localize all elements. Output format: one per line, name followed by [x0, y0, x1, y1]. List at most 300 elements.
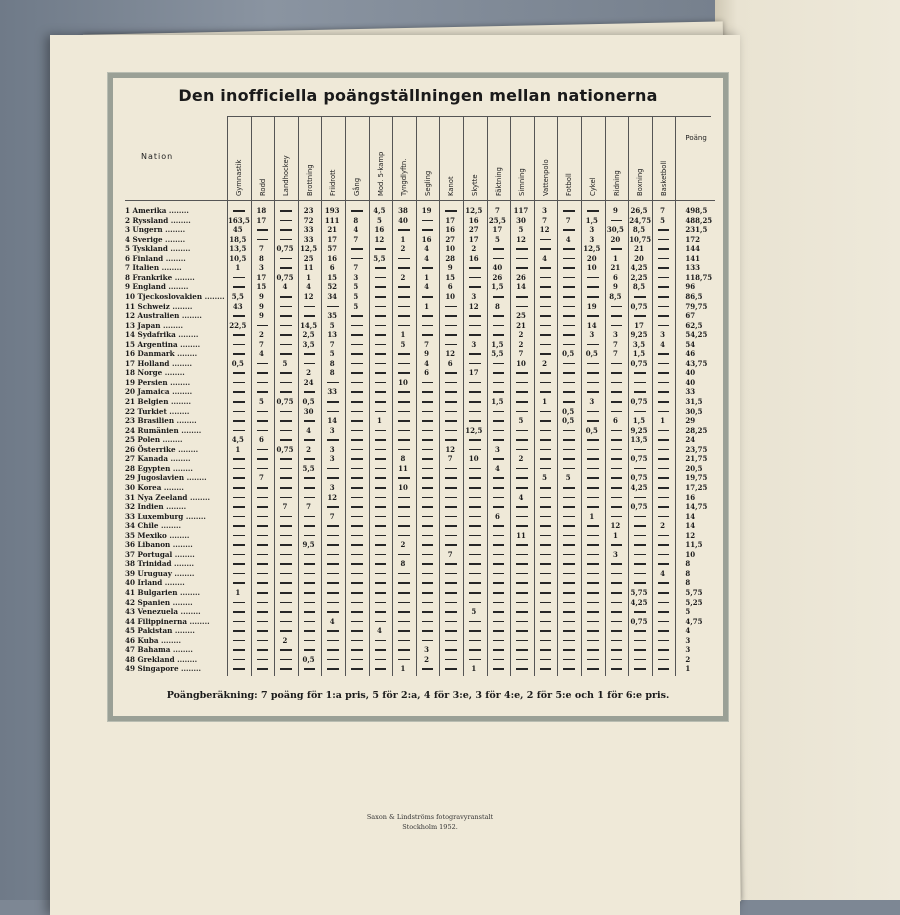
- empty-cell: [351, 468, 363, 470]
- empty-cell: [611, 401, 623, 403]
- empty-cell: [469, 315, 481, 317]
- empty-cell: [422, 554, 434, 556]
- empty-cell: [422, 544, 434, 546]
- column-rule: [675, 116, 676, 676]
- empty-cell: [469, 439, 481, 441]
- empty-cell: [375, 344, 387, 346]
- score-cell: 7: [542, 215, 548, 225]
- empty-cell: [422, 325, 434, 327]
- score-cell: 1: [424, 301, 430, 311]
- empty-cell: [493, 535, 505, 537]
- score-cell: 9: [258, 301, 264, 311]
- empty-cell: [658, 516, 670, 518]
- empty-cell: [445, 439, 457, 441]
- total-cell: 11,5: [685, 540, 703, 550]
- empty-cell: [563, 430, 575, 432]
- score-cell: 4,5: [231, 435, 244, 445]
- score-cell: 12,5: [583, 244, 601, 254]
- empty-cell: [469, 544, 481, 546]
- empty-cell: [280, 239, 292, 241]
- empty-cell: [493, 592, 505, 594]
- empty-cell: [422, 391, 434, 393]
- empty-cell: [563, 306, 575, 308]
- empty-cell: [375, 649, 387, 651]
- score-cell: 1: [400, 330, 406, 340]
- score-cell: 7: [660, 206, 666, 215]
- header-bottom-rule: [125, 200, 715, 201]
- empty-cell: [563, 592, 575, 594]
- sport-header: Friidrott: [329, 169, 338, 196]
- score-cell: 20: [634, 253, 644, 263]
- empty-cell: [233, 659, 245, 661]
- score-cell: 2,25: [630, 272, 648, 282]
- empty-cell: [587, 420, 599, 422]
- empty-cell: [516, 573, 528, 575]
- score-cell: 16: [327, 253, 338, 263]
- empty-cell: [422, 525, 434, 527]
- nation-name: 9 England ........: [125, 282, 189, 292]
- nation-name: 31 Nya Zeeland ........: [125, 492, 210, 502]
- empty-cell: [563, 497, 575, 499]
- score-cell: 4: [518, 492, 524, 502]
- empty-cell: [516, 554, 528, 556]
- empty-cell: [563, 544, 575, 546]
- score-cell: 30,5: [606, 225, 624, 235]
- score-cell: 7: [518, 349, 524, 359]
- score-cell: 4: [376, 626, 382, 636]
- empty-cell: [445, 477, 457, 479]
- empty-cell: [563, 487, 575, 489]
- empty-cell: [469, 391, 481, 393]
- empty-cell: [351, 325, 363, 327]
- empty-cell: [304, 315, 316, 317]
- score-cell: 22,5: [229, 320, 247, 330]
- score-cell: 8: [494, 301, 500, 311]
- empty-cell: [445, 344, 457, 346]
- score-cell: 2: [518, 330, 524, 340]
- empty-cell: [634, 449, 646, 451]
- empty-cell: [634, 315, 646, 317]
- empty-cell: [563, 229, 575, 231]
- empty-cell: [445, 411, 457, 413]
- empty-cell: [233, 277, 245, 279]
- empty-cell: [563, 563, 575, 565]
- score-cell: 1,5: [632, 416, 646, 426]
- score-cell: 14: [327, 416, 338, 426]
- nation-name: 13 Japan ........: [125, 320, 183, 330]
- score-cell: 1,5: [491, 397, 504, 406]
- empty-cell: [351, 544, 363, 546]
- empty-cell: [351, 525, 363, 527]
- empty-cell: [493, 363, 505, 365]
- empty-cell: [398, 582, 410, 584]
- score-cell: 5: [565, 473, 571, 483]
- empty-cell: [233, 487, 245, 489]
- score-cell: 15: [445, 272, 456, 282]
- score-cell: 4: [258, 349, 264, 359]
- score-cell: 0,75: [630, 616, 648, 626]
- empty-cell: [351, 315, 363, 317]
- score-cell: 20: [610, 234, 621, 244]
- empty-cell: [563, 668, 575, 670]
- empty-cell: [257, 659, 269, 661]
- empty-cell: [327, 582, 339, 584]
- empty-cell: [445, 544, 457, 546]
- empty-cell: [445, 611, 457, 613]
- empty-cell: [375, 563, 387, 565]
- empty-cell: [445, 487, 457, 489]
- empty-cell: [327, 592, 339, 594]
- empty-cell: [375, 554, 387, 556]
- score-cell: 25: [303, 253, 314, 263]
- empty-cell: [233, 535, 245, 537]
- empty-cell: [634, 649, 646, 651]
- empty-cell: [445, 516, 457, 518]
- empty-cell: [563, 277, 575, 279]
- empty-cell: [280, 668, 292, 670]
- score-cell: 3,5: [302, 339, 315, 349]
- empty-cell: [422, 487, 434, 489]
- empty-cell: [658, 296, 670, 298]
- score-cell: 1: [424, 272, 430, 282]
- empty-cell: [398, 439, 410, 441]
- empty-cell: [422, 334, 434, 336]
- empty-cell: [493, 621, 505, 623]
- empty-cell: [516, 382, 528, 384]
- column-rule: [392, 116, 393, 676]
- score-cell: 4: [542, 253, 548, 263]
- empty-cell: [375, 477, 387, 479]
- empty-cell: [563, 525, 575, 527]
- empty-cell: [327, 649, 339, 651]
- empty-cell: [257, 573, 269, 575]
- nation-name: 29 Jugoslavien ........: [125, 473, 207, 483]
- empty-cell: [634, 582, 646, 584]
- empty-cell: [611, 325, 623, 327]
- total-cell: 21,75: [685, 454, 708, 464]
- empty-cell: [634, 668, 646, 670]
- sport-header: Ridning: [612, 170, 621, 196]
- score-cell: 12,5: [465, 206, 483, 215]
- score-cell: 7: [565, 215, 571, 225]
- empty-cell: [587, 487, 599, 489]
- score-cell: 2: [518, 339, 524, 349]
- score-cell: 13: [327, 330, 338, 340]
- score-cell: 4: [329, 616, 335, 626]
- empty-cell: [658, 411, 670, 413]
- empty-cell: [587, 296, 599, 298]
- empty-cell: [257, 516, 269, 518]
- empty-cell: [563, 640, 575, 642]
- score-cell: 16: [445, 225, 456, 235]
- empty-cell: [327, 382, 339, 384]
- empty-cell: [233, 210, 245, 212]
- score-cell: 8: [258, 253, 264, 263]
- empty-cell: [351, 382, 363, 384]
- empty-cell: [351, 582, 363, 584]
- empty-cell: [540, 334, 552, 336]
- empty-cell: [304, 391, 316, 393]
- score-cell: 7: [258, 339, 264, 349]
- total-cell: 43,75: [685, 358, 708, 368]
- empty-cell: [634, 640, 646, 642]
- empty-cell: [351, 258, 363, 260]
- score-cell: 3: [589, 330, 595, 340]
- empty-cell: [634, 525, 646, 527]
- empty-cell: [375, 640, 387, 642]
- empty-cell: [540, 640, 552, 642]
- score-cell: 0,75: [276, 397, 294, 406]
- empty-cell: [587, 573, 599, 575]
- empty-cell: [257, 582, 269, 584]
- empty-cell: [280, 210, 292, 212]
- empty-cell: [257, 363, 269, 365]
- empty-cell: [398, 497, 410, 499]
- empty-cell: [398, 506, 410, 508]
- empty-cell: [469, 487, 481, 489]
- empty-cell: [422, 640, 434, 642]
- empty-cell: [540, 239, 552, 241]
- score-cell: 1: [235, 444, 241, 454]
- score-cell: 13,5: [229, 244, 247, 254]
- empty-cell: [280, 334, 292, 336]
- nation-name: 19 Persien ........: [125, 377, 191, 387]
- empty-cell: [280, 602, 292, 604]
- empty-cell: [422, 458, 434, 460]
- empty-cell: [540, 286, 552, 288]
- score-cell: 6: [447, 282, 453, 292]
- score-cell: 9,25: [630, 425, 648, 435]
- empty-cell: [540, 296, 552, 298]
- nation-name: 35 Mexiko ........: [125, 530, 190, 540]
- empty-cell: [375, 516, 387, 518]
- nation-name: 4 Sverige ........: [125, 234, 186, 244]
- nation-name: 16 Danmark ........: [125, 349, 198, 359]
- score-cell: 11: [516, 530, 526, 540]
- empty-cell: [445, 535, 457, 537]
- score-cell: 5: [353, 282, 359, 292]
- empty-cell: [563, 468, 575, 470]
- sport-header: Gång: [353, 177, 361, 196]
- empty-cell: [493, 430, 505, 432]
- nation-name: 1 Amerika ........: [125, 206, 189, 215]
- nation-name: 14 Sydafrika ........: [125, 330, 199, 340]
- score-cell: 8: [400, 559, 406, 569]
- empty-cell: [611, 430, 623, 432]
- score-cell: 17: [492, 225, 503, 235]
- empty-cell: [516, 487, 528, 489]
- empty-cell: [304, 525, 316, 527]
- empty-cell: [375, 592, 387, 594]
- empty-cell: [540, 630, 552, 632]
- empty-cell: [375, 325, 387, 327]
- nation-header: Nation: [141, 152, 174, 161]
- empty-cell: [658, 458, 670, 460]
- score-cell: 6: [612, 416, 618, 426]
- empty-cell: [233, 611, 245, 613]
- score-cell: 9: [258, 311, 264, 321]
- score-cell: 0,75: [630, 397, 648, 406]
- score-cell: 24,75: [629, 215, 652, 225]
- page-title: Den inofficiella poängställningen mellan nationerna: [178, 86, 658, 105]
- empty-cell: [257, 458, 269, 460]
- empty-cell: [563, 573, 575, 575]
- empty-cell: [587, 592, 599, 594]
- imprint-line-1: Saxon & Lindströms fotogravyranstalt: [366, 813, 494, 821]
- score-cell: 3: [353, 272, 359, 282]
- score-cell: 2,5: [302, 330, 315, 340]
- empty-cell: [280, 611, 292, 613]
- empty-cell: [493, 582, 505, 584]
- empty-cell: [516, 602, 528, 604]
- empty-cell: [493, 325, 505, 327]
- empty-cell: [398, 640, 410, 642]
- score-cell: 72: [303, 215, 314, 225]
- nation-name: 44 Filippinerna ........: [125, 616, 210, 626]
- empty-cell: [280, 630, 292, 632]
- empty-cell: [233, 458, 245, 460]
- sport-header: Vattenpolo: [541, 159, 550, 196]
- empty-cell: [398, 554, 410, 556]
- empty-cell: [422, 468, 434, 470]
- score-cell: 2: [306, 368, 312, 378]
- score-cell: 2: [424, 654, 430, 664]
- nation-name: 36 Libanon ........: [125, 540, 193, 550]
- total-cell: 30,5: [685, 406, 703, 416]
- column-rule: [557, 116, 558, 676]
- empty-cell: [398, 325, 410, 327]
- empty-cell: [304, 602, 316, 604]
- empty-cell: [445, 420, 457, 422]
- score-cell: 35: [327, 311, 338, 321]
- empty-cell: [445, 563, 457, 565]
- nation-name: 5 Tyskland ........: [125, 244, 191, 254]
- empty-cell: [634, 411, 646, 413]
- score-cell: 9,25: [630, 330, 648, 340]
- empty-cell: [540, 659, 552, 661]
- empty-cell: [445, 506, 457, 508]
- score-cell: 0,5: [302, 397, 315, 406]
- empty-cell: [540, 430, 552, 432]
- empty-cell: [587, 611, 599, 613]
- score-cell: 7: [494, 206, 500, 215]
- empty-cell: [304, 582, 316, 584]
- empty-cell: [351, 621, 363, 623]
- score-cell: 43: [232, 301, 243, 311]
- empty-cell: [469, 325, 481, 327]
- empty-cell: [658, 506, 670, 508]
- total-cell: 488,25: [685, 215, 713, 225]
- empty-cell: [280, 563, 292, 565]
- empty-cell: [658, 477, 670, 479]
- empty-cell: [563, 334, 575, 336]
- empty-cell: [611, 516, 623, 518]
- empty-cell: [516, 630, 528, 632]
- empty-cell: [611, 468, 623, 470]
- empty-cell: [493, 640, 505, 642]
- total-cell: 14,75: [685, 502, 708, 512]
- score-cell: 21: [634, 244, 644, 254]
- empty-cell: [351, 602, 363, 604]
- score-cell: 4,25: [630, 482, 648, 492]
- score-cell: 0,5: [585, 349, 598, 359]
- total-cell: 24: [685, 435, 696, 445]
- empty-cell: [398, 430, 410, 432]
- empty-cell: [375, 306, 387, 308]
- score-cell: 3: [494, 444, 500, 454]
- empty-cell: [493, 602, 505, 604]
- empty-cell: [375, 668, 387, 670]
- empty-cell: [634, 544, 646, 546]
- empty-cell: [257, 630, 269, 632]
- empty-cell: [398, 602, 410, 604]
- empty-cell: [634, 516, 646, 518]
- score-cell: 9: [612, 282, 618, 292]
- empty-cell: [257, 420, 269, 422]
- empty-cell: [587, 363, 599, 365]
- empty-cell: [469, 267, 481, 269]
- empty-cell: [445, 325, 457, 327]
- empty-cell: [445, 649, 457, 651]
- score-cell: 14: [516, 282, 526, 292]
- empty-cell: [563, 449, 575, 451]
- total-cell: 10: [685, 549, 696, 559]
- score-cell: 19: [421, 206, 432, 215]
- score-cell: 4,5: [373, 206, 386, 215]
- score-cell: 9: [258, 291, 264, 301]
- empty-cell: [257, 325, 269, 327]
- empty-cell: [445, 668, 457, 670]
- total-cell: 3: [685, 645, 691, 655]
- empty-cell: [398, 296, 410, 298]
- column-rule: [274, 116, 275, 676]
- empty-cell: [469, 573, 481, 575]
- score-cell: 3: [258, 263, 264, 273]
- empty-cell: [233, 649, 245, 651]
- empty-cell: [563, 296, 575, 298]
- empty-cell: [493, 258, 505, 260]
- empty-cell: [257, 497, 269, 499]
- empty-cell: [516, 248, 528, 250]
- empty-cell: [257, 372, 269, 374]
- score-cell: 17: [256, 215, 267, 225]
- empty-cell: [658, 401, 670, 403]
- score-cell: 1: [306, 272, 312, 282]
- empty-cell: [280, 554, 292, 556]
- empty-cell: [233, 477, 245, 479]
- nation-name: 24 Rumänien ........: [125, 425, 202, 435]
- total-cell: 23,75: [685, 444, 708, 454]
- empty-cell: [516, 296, 528, 298]
- empty-cell: [516, 430, 528, 432]
- score-cell: 111: [324, 215, 340, 225]
- nation-name: 7 Italien ........: [125, 263, 182, 273]
- empty-cell: [469, 659, 481, 661]
- empty-cell: [658, 640, 670, 642]
- score-cell: 9,5: [302, 540, 315, 550]
- score-cell: 6: [494, 511, 500, 521]
- empty-cell: [634, 391, 646, 393]
- total-cell: 79,75: [685, 301, 708, 311]
- empty-cell: [516, 401, 528, 403]
- empty-cell: [540, 668, 552, 670]
- empty-cell: [469, 649, 481, 651]
- empty-cell: [611, 248, 623, 250]
- empty-cell: [445, 621, 457, 623]
- column-rule: [416, 116, 417, 676]
- empty-cell: [658, 563, 670, 565]
- empty-cell: [445, 382, 457, 384]
